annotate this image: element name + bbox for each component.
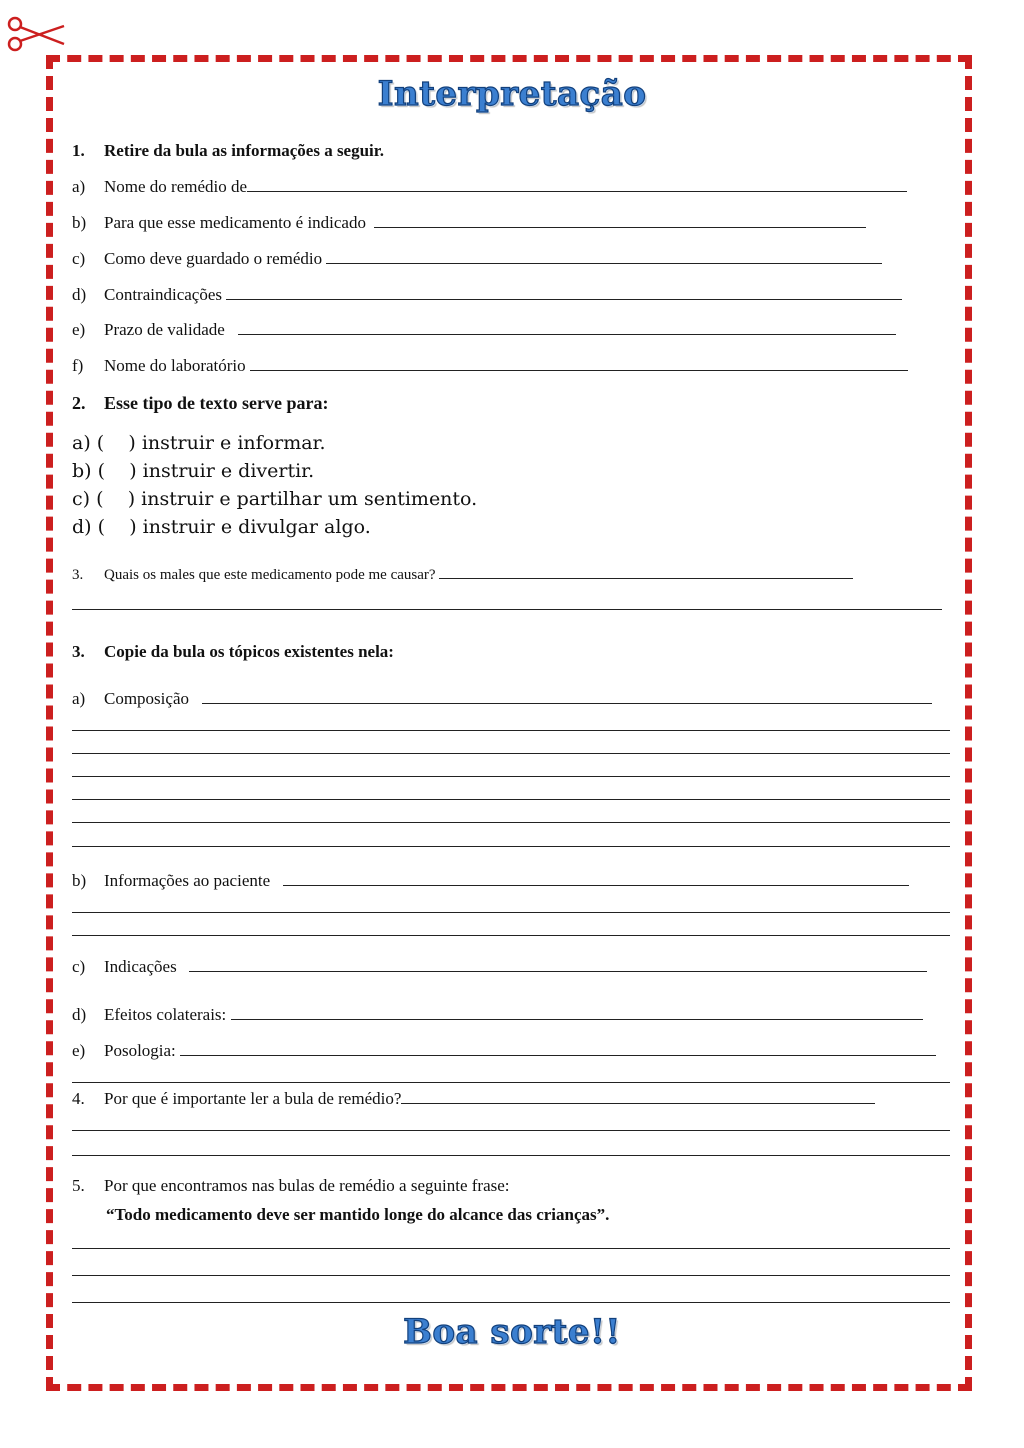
q1-heading: 1. Retire da bula as informações a seguir. (72, 141, 385, 160)
q3b-item-e: e) Posologia: (72, 1041, 936, 1061)
q2-option-d[interactable]: d) ( ) instruir e divulgar algo. (72, 516, 371, 538)
answer-line[interactable] (180, 1041, 936, 1056)
answer-line[interactable] (72, 1082, 950, 1083)
q4-question: 4. Por que é importante ler a bula de remédio? (72, 1089, 875, 1109)
page-title: Interpretação (377, 74, 647, 114)
q1-item-e: e) Prazo de validade (72, 320, 896, 340)
answer-line[interactable] (374, 213, 866, 228)
q3b-item-c: c) Indicações (72, 957, 927, 977)
answer-line[interactable] (72, 846, 950, 847)
answer-line[interactable] (250, 356, 908, 371)
answer-line[interactable] (72, 753, 950, 754)
q5-question: 5. Por que encontramos nas bulas de remédio a seguinte frase: (72, 1176, 510, 1195)
q2-option-c[interactable]: c) ( ) instruir e partilhar um sentimento. (72, 488, 478, 510)
answer-line[interactable] (72, 730, 950, 731)
q3b-item-a: a) Composição (72, 689, 932, 709)
answer-line[interactable] (72, 935, 950, 936)
q1-item-c: c) Como deve guardado o remédio (72, 249, 882, 269)
q1-item-a: a) Nome do remédio de (72, 177, 907, 197)
q5-quote: “Todo medicamento deve ser mantido longe do alcance das crianças”. (106, 1205, 610, 1224)
answer-line[interactable] (238, 320, 896, 335)
answer-line[interactable] (72, 609, 942, 610)
answer-line[interactable] (72, 799, 950, 800)
answer-line[interactable] (202, 689, 932, 704)
answer-line[interactable] (231, 1005, 923, 1020)
answer-line[interactable] (72, 1130, 950, 1131)
answer-line[interactable] (72, 1302, 950, 1303)
q3b-item-b: b) Informações ao paciente (72, 871, 909, 891)
answer-line[interactable] (72, 912, 950, 913)
q1-item-f: f) Nome do laboratório (72, 356, 908, 376)
answer-line[interactable] (72, 1248, 950, 1249)
q1-item-d: d) Contraindicações (72, 285, 902, 305)
q3-question: 3. Quais os males que este medicamento pode me causar? (72, 564, 853, 584)
footer-title: Boa sorte!! (403, 1312, 621, 1352)
answer-line[interactable] (72, 1275, 950, 1276)
q3b-heading: 3. Copie da bula os tópicos existentes nela: (72, 642, 394, 661)
scissors-icon (6, 14, 68, 54)
answer-line[interactable] (72, 1155, 950, 1156)
q2-option-a[interactable]: a) ( ) instruir e informar. (72, 432, 326, 454)
q2-heading: 2. Esse tipo de texto serve para: (72, 393, 329, 413)
answer-line[interactable] (72, 776, 950, 777)
answer-line[interactable] (283, 871, 909, 886)
answer-line[interactable] (189, 957, 927, 972)
q3b-item-d: d) Efeitos colaterais: (72, 1005, 923, 1025)
answer-line[interactable] (326, 249, 882, 264)
answer-line[interactable] (72, 822, 950, 823)
q1-item-b: b) Para que esse medicamento é indicado (72, 213, 866, 233)
answer-line[interactable] (247, 177, 907, 192)
answer-line[interactable] (439, 564, 853, 579)
q2-option-b[interactable]: b) ( ) instruir e divertir. (72, 460, 315, 482)
answer-line[interactable] (226, 285, 902, 300)
answer-line[interactable] (401, 1089, 875, 1104)
